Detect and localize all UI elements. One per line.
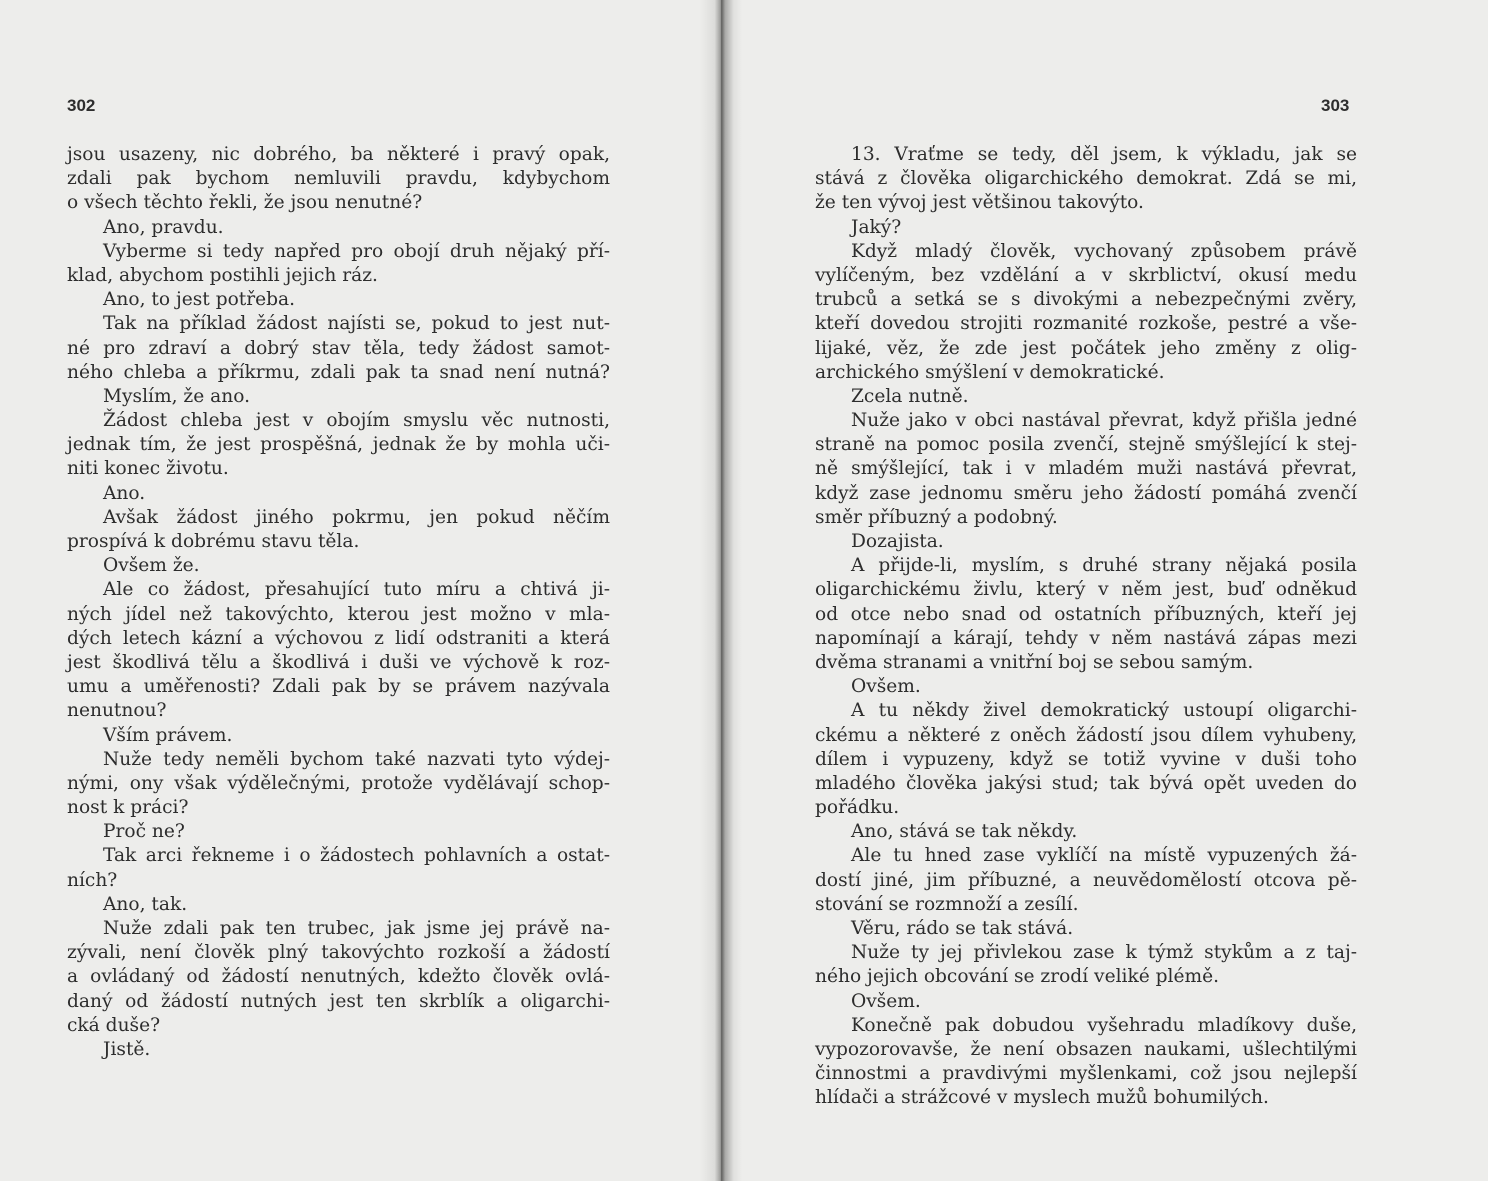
text-line: dostí jiné, jim příbuzné, a neuvědomělostí otcova pě- <box>815 869 1357 891</box>
text-line: napomínají a kárají, tehdy v něm nastává zápas mezi <box>815 627 1357 649</box>
text-line: zývali, není člověk plný takovýchto rozkoší a žádostí <box>67 942 610 964</box>
text-line: Ale co žádost, přesahující tuto míru a chtivá ji- <box>103 579 610 601</box>
text-line: cká duše? <box>67 1014 161 1036</box>
text-line: směr příbuzný a podobný. <box>815 506 1058 528</box>
text-line: Tak arci řekneme i o žádostech pohlavních a ostat- <box>103 845 610 867</box>
right-page-text <box>815 143 1357 1111</box>
text-line: A tu někdy živel demokratický ustoupí oligarchi- <box>851 700 1357 722</box>
text-line: Ano, to jest potřeba. <box>103 289 296 311</box>
text-line: Ovšem. <box>851 990 921 1012</box>
text-line: Ano, tak. <box>103 893 188 915</box>
text-line: Nuže ty jej přivlekou zase k týmž stykům a z taj- <box>851 942 1357 964</box>
text-line: trubců a setká se s divokými a nebezpečnými zvěry, <box>815 289 1357 311</box>
text-line: jest škodlivá tělu a škodlivá i duši ve výchově k roz- <box>67 651 610 673</box>
text-line: že ten vývoj jest většinou takovýto. <box>815 192 1144 214</box>
text-line: o všech těchto řekli, že jsou nenutné? <box>67 192 423 214</box>
text-line: Konečně pak dobudou vyšehradu mladíkovy duše, <box>851 1014 1357 1036</box>
text-line: Tak na příklad žádost najísti se, pokud to jest nut- <box>103 313 610 335</box>
text-line: hlídači a strážcové v myslech mužů bohumilých. <box>815 1087 1269 1109</box>
text-line: mladého člověka jakýsi stud; tak bývá opět uveden do <box>815 772 1357 794</box>
text-line: ného jejich obcování se zrodí veliké plémě. <box>815 966 1220 988</box>
text-line: Jaký? <box>851 216 902 238</box>
text-line: stování se rozmnoží a zesílí. <box>815 893 1079 915</box>
text-line: od otce nebo snad od ostatních příbuzných, kteří jej <box>815 603 1357 625</box>
text-line: Ano. <box>103 482 146 504</box>
text-line: klad, abychom postihli jejich ráz. <box>67 264 378 286</box>
text-line: Avšak žádost jiného pokrmu, jen pokud něčím <box>103 506 610 528</box>
text-line: Nuže jako v obci nastával převrat, když přišla jedné <box>851 410 1357 432</box>
text-line: jednak tím, že jest prospěšná, jednak že by mohla uči- <box>67 434 610 456</box>
text-line: Nuže zdali pak ten trubec, jak jsme jej právě na- <box>103 918 610 939</box>
text-line: Dozajista. <box>851 531 944 552</box>
text-line: zdali pak bychom nemluvili pravdu, kdybychom <box>67 168 610 190</box>
text-line: oligarchickému živlu, který v něm jest, buď odněkud <box>815 579 1357 601</box>
text-line: stává z člověka oligarchického demokrat. Zdá se mi, <box>815 168 1357 190</box>
text-line: nými, ony však výdělečnými, protože vydělávají schop- <box>67 772 610 794</box>
text-line: niti konec životu. <box>67 458 229 480</box>
text-line: Proč ne? <box>103 821 185 843</box>
text-line: kteří dovedou strojiti rozmanité rozkoše, pestré a vše- <box>815 313 1357 335</box>
text-line: když zase jednomu směru jeho žádostí pomáhá zvenčí <box>815 482 1357 504</box>
text-line: Ano, stává se tak někdy. <box>851 821 1078 843</box>
text-line: ně smýšlející, tak i v mladém muži nastává převrat, <box>815 458 1357 480</box>
text-line: lijaké, věz, že zde jest počátek jeho změny z olig- <box>815 337 1357 359</box>
text-line: Vyberme si tedy napřed pro obojí druh nějaký pří- <box>103 240 610 262</box>
text-line: Myslím, že ano. <box>103 385 250 407</box>
text-line: daný od žádostí nutných jest ten skrblík a oligarchi- <box>67 990 610 1012</box>
page-number-left: 302 <box>67 96 96 115</box>
text-line: Ano, pravdu. <box>103 216 224 238</box>
text-line: vylíčeným, bez vzdělání a v skrblictví, okusí medu <box>815 264 1357 286</box>
text-line: ckému a některé z oněch žádostí jsou dílem vyhubeny, <box>815 724 1357 746</box>
text-line: dílem i vypuzeny, když se totiž vyvine v duši toho <box>815 748 1357 770</box>
text-line: umu a uměřenosti? Zdali pak by se právem nazývala <box>67 676 610 698</box>
text-line: archického smýšlení v demokratické. <box>815 361 1165 383</box>
text-line: né pro zdraví a dobrý stav těla, tedy žádost samot- <box>67 337 610 359</box>
book-gutter <box>700 0 742 1181</box>
text-line: Žádost chleba jest v obojím smyslu věc nutnosti, <box>103 410 610 432</box>
text-line: A přijde-li, myslím, s druhé strany nějaká posila <box>851 555 1357 577</box>
text-line: a ovládaný od žádostí nenutných, kdežto člověk ovlá- <box>67 966 610 988</box>
text-line: prospívá k dobrému stavu těla. <box>67 531 360 552</box>
text-line: Když mladý člověk, vychovaný způsobem právě <box>851 240 1357 262</box>
page-number-right: 303 <box>1321 96 1350 115</box>
text-line: dých letech kázní a výchovou z lidí odstraniti a která <box>67 627 610 649</box>
text-line: Ale tu hned zase vyklíčí na místě vypuzených žá- <box>851 845 1357 867</box>
text-line: Ovšem. <box>851 676 921 698</box>
text-line: ných jídel než takovýchto, kterou jest možno v mla- <box>67 603 610 625</box>
text-line: jsou usazeny, nic dobrého, ba některé i pravý opak, <box>67 144 610 165</box>
text-line: Vším právem. <box>103 724 233 746</box>
text-line: dvěma stranami a vnitřní boj se sebou samým. <box>815 651 1254 673</box>
text-line: nost k práci? <box>67 797 189 819</box>
text-line: Ovšem že. <box>103 555 200 577</box>
text-line: ného chleba a příkrmu, zdali pak ta snad není nutná? <box>67 361 610 383</box>
left-page-text <box>67 143 610 1062</box>
text-line: Věru, rádo se tak stává. <box>851 918 1074 939</box>
text-line: činnostmi a pravdivými myšlenkami, což jsou nejlepší <box>815 1063 1357 1085</box>
text-line: pořádku. <box>815 797 900 819</box>
text-line: 13. Vraťme se tedy, děl jsem, k výkladu, jak se <box>851 144 1357 165</box>
text-line: straně na pomoc posila zvenčí, stejně smýšlející k stej- <box>815 434 1357 456</box>
text-line: Jistě. <box>103 1038 151 1060</box>
text-line: vypozorovavše, že není obsazen naukami, ušlechtilými <box>815 1038 1357 1060</box>
text-line: Zcela nutně. <box>851 385 969 407</box>
text-line: nenutnou? <box>67 700 167 722</box>
text-line: Nuže tedy neměli bychom také nazvati tyto výdej- <box>103 748 610 770</box>
text-line: ních? <box>67 869 118 891</box>
